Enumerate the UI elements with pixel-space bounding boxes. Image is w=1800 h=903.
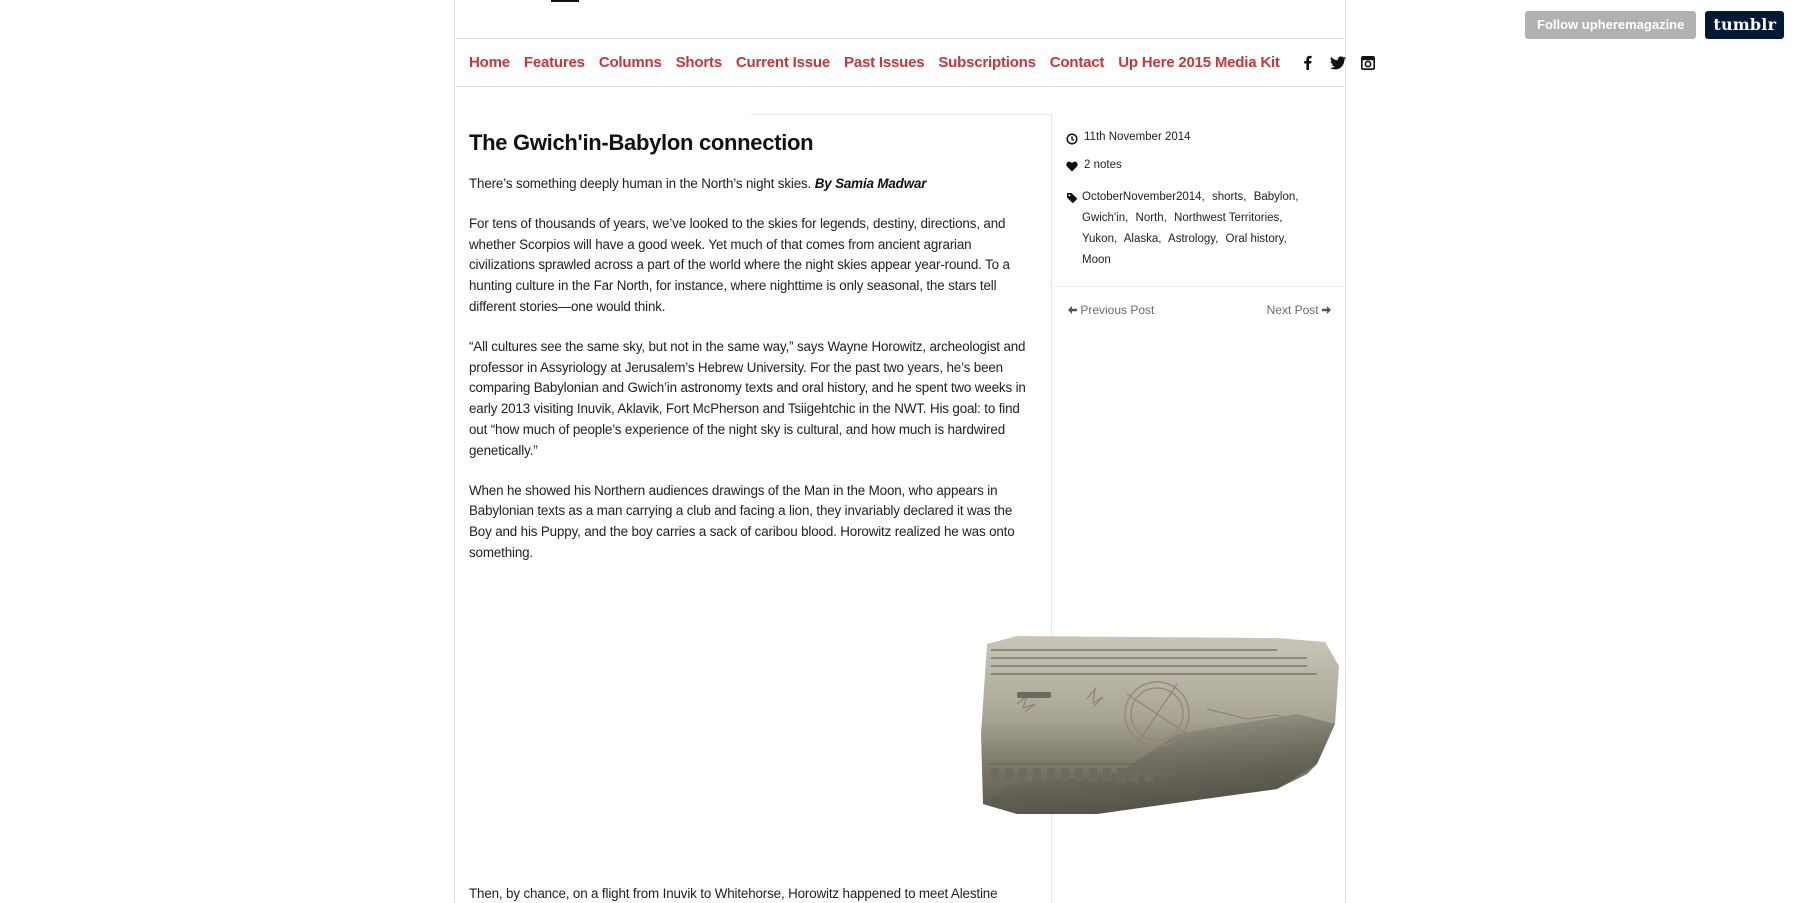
follow-button[interactable]: Follow upheremagazine xyxy=(1525,11,1696,39)
tag-icon xyxy=(1066,191,1078,203)
tag-label: Yukon xyxy=(1082,233,1114,245)
tumblr-controls xyxy=(1525,11,1784,39)
nav-contact[interactable]: Contact xyxy=(1049,54,1105,71)
next-post-link[interactable] xyxy=(1267,303,1331,317)
article-body xyxy=(469,130,1035,583)
tag-label: North xyxy=(1135,212,1164,224)
byline: By Samia Madwar xyxy=(814,176,927,191)
notes-link[interactable]: 2 notes xyxy=(1084,159,1122,171)
tag-link[interactable]: Oral history, xyxy=(1225,233,1287,245)
paragraph-4: Then, by chance, on a flight from Inuvik to Whitehorse, Horowitz happened to meet Alestine xyxy=(469,886,998,901)
social-links xyxy=(1300,55,1376,71)
paragraph-1: For tens of thousands of years, we’ve looked to the skies for legends, destiny, directions, and whether Scorpios will have a good week. Yet much of that comes from ancient agrarian civilizations sprawled across a part of the world where the night skies appear year-round. To a hunting culture in the Far North, for instance, where nighttime is only seasonal, the stars tell different stories—one would think. xyxy=(469,215,1010,314)
tag-label: Gwich'in xyxy=(1082,212,1126,224)
arrow-left-icon xyxy=(1068,303,1080,317)
tag-list xyxy=(1082,187,1322,271)
nav-columns[interactable]: Columns xyxy=(598,54,662,71)
tumblr-logo-button[interactable]: tumblr xyxy=(1705,11,1784,39)
nav-current-issue[interactable]: Current Issue xyxy=(735,54,831,71)
tag-label: Oral history xyxy=(1225,233,1284,245)
tag-link[interactable] xyxy=(1082,254,1111,266)
facebook-icon[interactable] xyxy=(1300,55,1316,71)
nav-subscriptions[interactable]: Subscriptions xyxy=(938,54,1036,71)
site-logo-fragment[interactable] xyxy=(551,0,579,2)
next-post-label: Next Post xyxy=(1266,303,1319,317)
tag-link[interactable]: shorts, xyxy=(1211,191,1247,203)
twitter-icon[interactable] xyxy=(1330,55,1346,71)
post-tags xyxy=(1052,187,1345,271)
tag-link[interactable]: OctoberNovember2014, xyxy=(1082,191,1205,203)
tag-link[interactable]: Gwich'in, xyxy=(1082,212,1129,224)
tag-link[interactable]: North, xyxy=(1135,212,1167,224)
tag-link[interactable]: Yukon, xyxy=(1082,233,1118,245)
tag-link[interactable]: Alaska, xyxy=(1123,233,1162,245)
post-notes xyxy=(1052,159,1345,173)
clock-icon xyxy=(1066,133,1078,145)
nav-features[interactable]: Features xyxy=(523,54,585,71)
article-title: The Gwich'in-Babylon connection xyxy=(469,130,814,155)
tag-link[interactable]: Astrology, xyxy=(1168,233,1219,245)
nav-home[interactable]: Home xyxy=(469,54,510,71)
article-dek xyxy=(469,174,1035,195)
tag-label: Northwest Territories xyxy=(1174,212,1280,224)
tag-label: OctoberNovember2014 xyxy=(1082,191,1202,203)
dek-text: There’s something deeply human in the North’s night skies. xyxy=(469,176,812,191)
nav-shorts[interactable]: Shorts xyxy=(675,54,722,71)
paragraph-3: When he showed his Northern audiences drawings of the Man in the Moon, who appears in Babylonian texts as a man carrying a club and facing a lion, they invariably declared it was the Boy and his Puppy, and the boy carries a sack of caribou blood. Horowitz realized he was onto something. xyxy=(469,482,1015,560)
tag-label: Alaska xyxy=(1123,233,1159,245)
tag-link[interactable]: Babylon, xyxy=(1253,191,1299,203)
tag-label: Moon xyxy=(1082,254,1111,266)
post-meta-sidebar xyxy=(1052,114,1345,317)
tag-link[interactable]: Northwest Territories, xyxy=(1174,212,1283,224)
instagram-icon[interactable] xyxy=(1360,55,1376,71)
post-date xyxy=(1052,131,1345,145)
paragraph-2: “All cultures see the same sky, but not in the same way,” says Wayne Horowitz, archeologist and professor in Assyriology at Jerusalem’s Hebrew University. For the past two years, he’s been comparing Babylonian and Gwich’in astronomy texts and oral history, and he spent two weeks in early 2013 visiting Inuvik, Aklavik, Fort McPherson and Tsiigehtchic in the NWT. His goal: to find out “how much of people’s experience of the night sky is cultural, and how much is hardwired genetically.” xyxy=(469,338,1026,458)
previous-post-label: Previous Post xyxy=(1080,303,1155,317)
post-date-link[interactable]: 11th November 2014 xyxy=(1084,131,1191,143)
article-top-border xyxy=(751,114,1053,115)
arrow-right-icon xyxy=(1322,303,1331,317)
tag-label: Babylon xyxy=(1253,191,1296,203)
main-nav xyxy=(455,38,1345,87)
page-container xyxy=(454,0,1346,903)
tag-label: shorts xyxy=(1211,191,1244,203)
article-image-tablet[interactable] xyxy=(977,614,1341,824)
nav-media-kit[interactable]: Up Here 2015 Media Kit xyxy=(1118,54,1280,71)
post-pager xyxy=(1052,287,1345,317)
tag-label: Astrology xyxy=(1168,233,1216,245)
previous-post-link[interactable] xyxy=(1068,303,1154,317)
nav-past-issues[interactable]: Past Issues xyxy=(844,54,925,71)
heart-icon xyxy=(1066,161,1078,173)
